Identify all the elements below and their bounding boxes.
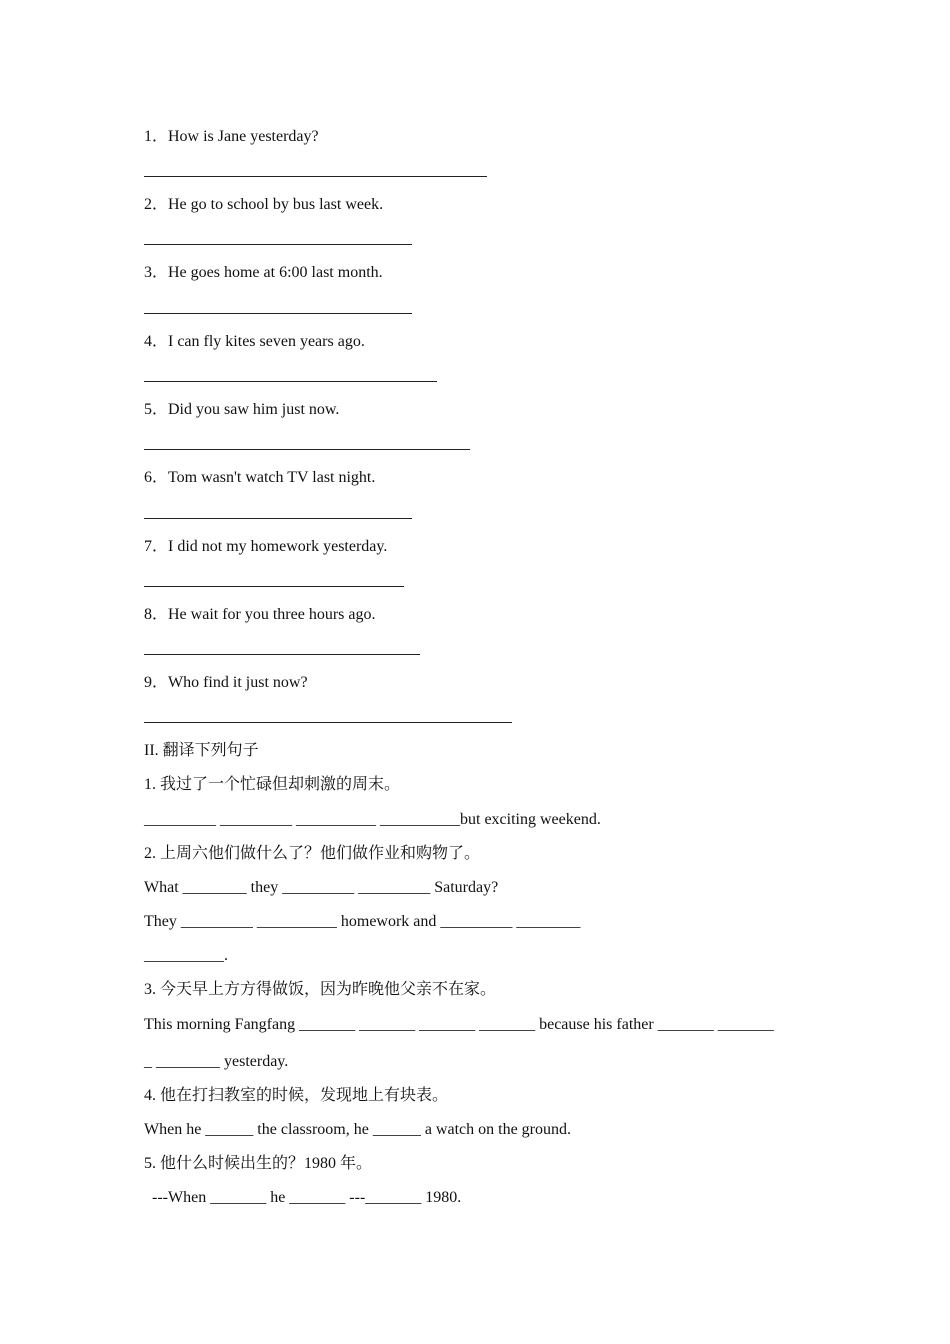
translation-answer-2b[interactable]: They _________ __________ homework and _________ ________ (144, 913, 581, 930)
question-1: 1．How is Jane yesterday? (144, 128, 319, 145)
answer-line-4[interactable] (144, 381, 437, 382)
question-5: 5．Did you saw him just now. (144, 401, 340, 418)
question-3: 3．He goes home at 6:00 last month. (144, 264, 383, 281)
answer-line-8[interactable] (144, 654, 420, 655)
question-2: 2．He go to school by bus last week. (144, 196, 384, 213)
answer-line-6[interactable] (144, 518, 412, 519)
answer-line-9[interactable] (144, 722, 512, 723)
question-6: 6．Tom wasn't watch TV last night. (144, 469, 376, 486)
translation-answer-1[interactable]: _________ _________ __________ __________but exciting weekend. (144, 811, 601, 828)
answer-line-1[interactable] (144, 176, 487, 177)
translation-prompt-4: 4. 他在打扫教室的时候，发现地上有块表。 (144, 1087, 449, 1104)
question-8: 8．He wait for you three hours ago. (144, 606, 376, 623)
translation-answer-3a[interactable]: This morning Fangfang _______ _______ _______ _______ because his father _______ _______ (144, 1016, 774, 1033)
translation-prompt-1: 1. 我过了一个忙碌但却刺激的周末。 (144, 776, 401, 793)
translation-prompt-2: 2. 上周六他们做什么了？他们做作业和购物了。 (144, 845, 481, 862)
answer-line-3[interactable] (144, 313, 412, 314)
answer-line-5[interactable] (144, 449, 470, 450)
translation-answer-2a[interactable]: What ________ they _________ _________ Saturday? (144, 879, 499, 896)
question-7: 7．I did not my homework yesterday. (144, 538, 388, 555)
translation-answer-5[interactable]: ---When _______ he _______ ---_______ 1980. (152, 1189, 462, 1206)
answer-line-2[interactable] (144, 244, 412, 245)
translation-answer-2c[interactable]: __________. (144, 947, 228, 964)
answer-line-7[interactable] (144, 586, 404, 587)
translation-prompt-3: 3. 今天早上方方得做饭，因为昨晚他父亲不在家。 (144, 981, 497, 998)
question-9: 9．Who find it just now? (144, 674, 308, 691)
translation-answer-4[interactable]: When he ______ the classroom, he ______ a watch on the ground. (144, 1121, 572, 1138)
translation-answer-3b[interactable]: _ ________ yesterday. (144, 1053, 289, 1070)
question-4: 4．I can fly kites seven years ago. (144, 333, 365, 350)
translation-prompt-5: 5. 他什么时候出生的？1980 年。 (144, 1155, 373, 1172)
section-title: II. 翻译下列句子 (144, 742, 259, 759)
